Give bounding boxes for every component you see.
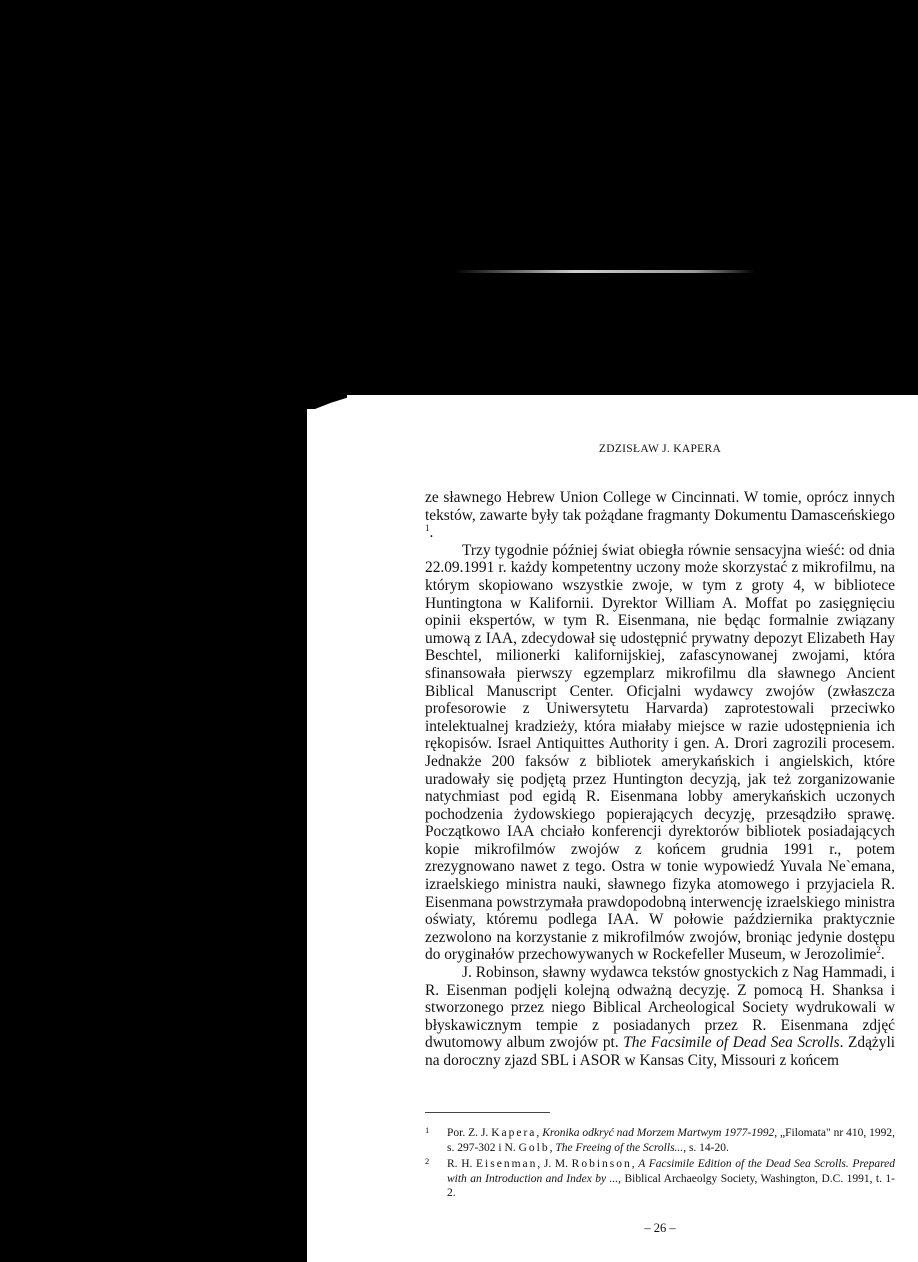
footnote-separator — [425, 1112, 550, 1113]
body-text — [425, 489, 895, 1070]
footnote-1: 1 Por. Z. J. Kapera, Kronika odkryć nad Morzem Martwym 1977-1992, „Filomata" nr 410, 1992, s. 297-302 i N. Golb, The Freeing of the Scrolls..., s. 14-20. — [425, 1125, 896, 1154]
scan-streak — [455, 270, 755, 273]
paragraph-2: Trzy tygodnie później świat obiegła równie sensacyjna wieść: od dnia 22.09.1991 r. każdy kompetentny uczony może skorzystać z mikrofilmu, na którym skopiowano wszystkie zwoje, w tym z groty 4, w bibliotece Huntingtona w Kalifornii. Dyrektor William A. Moffat po zasięgnięciu opinii ekspertów, w tym R. Eisenmana, nie będąc formalnie związany umową z IAA, zdecydował się udostępnić prywatny depozyt Elizabeth Hay Beschtel, milionerki kalifornijskiej, zafascynowanej zwojami, która sfinansowała pierwszy egzemplarz mikrofilmu dla sławnego Ancient Biblical Manuscript Center. Oficjalni wydawcy zwojów (zwłaszcza profesorowie z Uniwersytetu Harvarda) zaprotestowali przeciwko intelektualnej kradzieży, która miałaby miejsce w razie udostępnienia ich rękopisów. Israel Antiquittes Authority i gen. A. Drori zagrozili procesem. Jednakże 200 faksów z bibliotek amerykańskich i angielskich, które uradowały się podjętą przez Huntington decyzją, jak też zorganizowanie natychmiast pod egidą R. Eisenmana lobby amerykańskich uczonych pochodzenia żydowskiego popierających decyzję, przesądziło sprawę. Początkowo IAA chciało konferencji dyrektorów bibliotek posiadających kopie mikrofilmów zwojów z końcem grudnia 1991 r., potem zrezygnowano nawet z tego. Ostra w tonie wypowiedź Yuvala Ne`emana, izraelskiego ministra nauki, sławnego fizyka atomowego i przyjaciela R. Eisenmana powstrzymała prawdopodobną interwencję izraelskiego ministra oświaty, któremu podlega IAA. W połowie października praktycznie zezwolono na korzystanie z mikrofilmów zwojów, broniąc jedynie dostępu do oryginałów przechowywanych w Rockefeller Museum, w Jerozolimie$^2$. — [425, 541, 895, 964]
running-head: ZDZISŁAW J. KAPERA — [598, 443, 722, 455]
album-title: The Facsimile of Dead Sea Scrolls — [623, 1034, 840, 1052]
footnote-number: 1 — [425, 1125, 430, 1135]
document-page — [307, 395, 918, 1262]
torn-corner — [307, 395, 347, 409]
footnote-ref-1[interactable]: 1 — [425, 523, 430, 534]
footnote-number: 2 — [425, 1156, 430, 1167]
paragraph-1: ze sławnego Hebrew Union College w Cincinnati. W tomie, oprócz innych tekstów, zawarte były tak pożądane fragmanty Dokumentu Damasceńskiego $^1$. — [425, 489, 895, 542]
page-number: – 26 – — [644, 1221, 676, 1235]
footnotes — [425, 1126, 895, 1203]
footnote-2: 2 R. H. Eisenman, J. M. Robinson, A Facsimile Edition of the Dead Sea Scrolls. Prepared with an Introduction and Index by ..., Biblical Archaeolgy Society, Washington, D.C. 1991, t. 1-2. — [425, 1156, 896, 1200]
footnote-ref-2[interactable]: 2 — [876, 945, 881, 956]
paragraph-3: J. Robinson, sławny wydawca tekstów gnostyckich z Nag Hammadi, i R. Eisenman podjęli kolejną odważną decyzję. Z pomocą H. Shanksa i stworzonego przez niego Biblical Archeological Society wydrukowali w błyskawicznym tempie z posiadanych przez R. Eisenmana zdjęć dwutomowy album zwojów pt. The Facsimile of Dead Sea Scrolls. Zdążyli na doroczny zjazd SBL i ASOR w Kansas City, Missouri z końcem — [425, 964, 895, 1069]
